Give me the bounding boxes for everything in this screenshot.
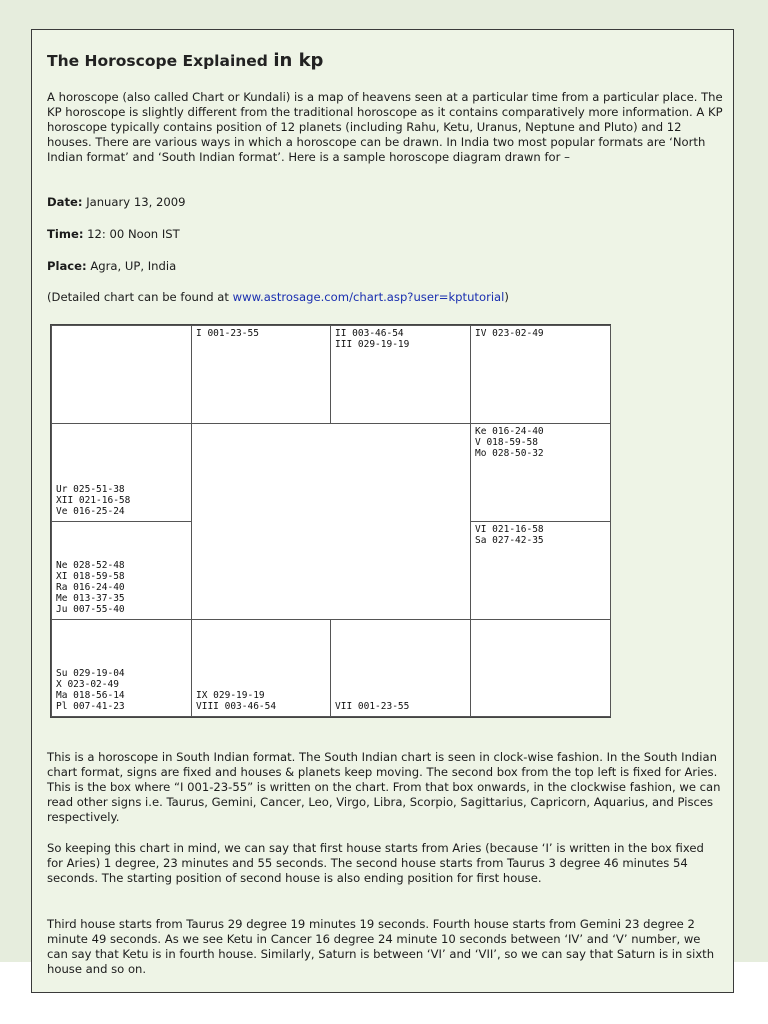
chart-entry: XI 018-59-58 <box>56 571 125 582</box>
chart-entry: Ur 025-51-38 <box>56 484 125 495</box>
date-line <box>47 195 723 210</box>
chart-entry: IX 029-19-19 <box>196 690 265 701</box>
time-value: 12: 00 Noon IST <box>87 227 180 241</box>
place-line <box>47 259 723 274</box>
chart-link[interactable]: www.astrosage.com/chart.asp?user=kptutorial <box>232 290 505 304</box>
chart-entry: Mo 028-50-32 <box>475 448 544 459</box>
chart-entry: V 018-59-58 <box>475 437 538 448</box>
chart-cell-gemini <box>470 325 611 424</box>
chart-entry: Ve 016-25-24 <box>56 506 125 517</box>
chart-entry: III 029-19-19 <box>335 339 410 350</box>
chart-entry: Ke 016-24-40 <box>475 426 544 437</box>
chart-entry: II 003-46-54 <box>335 328 404 339</box>
chart-cell-pisces <box>51 325 192 424</box>
chart-cell-virgo <box>470 619 611 717</box>
chart-entry: I 001-23-55 <box>196 328 259 339</box>
chart-cell-cancer <box>470 423 611 522</box>
place-value: Agra, UP, India <box>90 259 177 273</box>
chart-link-prefix: (Detailed chart can be found at <box>47 290 233 304</box>
chart-entry: XII 021-16-58 <box>56 495 131 506</box>
chart-entry: Su 029-19-04 <box>56 668 125 679</box>
explanation-paragraph-2: So keeping this chart in mind, we can say that first house starts from Aries (because ‘I’ is written in the box fixed for Aries) 1 degree, 23 minutes and 55 seconds. The second house starts from Taurus 3 degree 46 minutes 54 seconds. The starting position of second house is also ending position for first house. <box>47 841 704 885</box>
explanation-paragraph-3: Third house starts from Taurus 29 degree 19 minutes 19 seconds. Fourth house starts from Gemini 23 degree 2 minute 49 seconds. As we see Ketu in Cancer 16 degree 24 minute 10 seconds between ‘IV’ and ‘V’ number, we can say that Ketu is in fourth house. Similarly, Saturn is between ‘VI’ and ‘VII’, so we can say that Saturn is in sixth house and so on. <box>47 917 715 976</box>
chart-entry: VI 021-16-58 <box>475 524 544 535</box>
chart-entry: Ma 018-56-14 <box>56 690 125 701</box>
chart-center <box>191 423 471 620</box>
place-label: Place: <box>47 259 87 273</box>
chart-link-line <box>47 290 723 305</box>
chart-link-suffix: ) <box>504 290 509 304</box>
chart-cell-scorpio <box>191 619 331 717</box>
date-value: January 13, 2009 <box>86 195 186 209</box>
chart-entry: X 023-02-49 <box>56 679 119 690</box>
chart-cell-aquarius <box>51 423 192 522</box>
intro-paragraph: A horoscope (also called Chart or Kundali) is a map of heavens seen at a particular time from a particular place. The KP horoscope is slightly different from the traditional horoscope as it contains comparatively more information. A KP horoscope typically contains position of 12 planets (including Rahu, Ketu, Uranus, Neptune and Pluto) and 12 houses. There are various ways in which a horoscope can be drawn. In India two most popular formats are ‘North Indian format’ and ‘South Indian format’. Here is a sample horoscope diagram drawn for – <box>47 90 723 164</box>
horoscope-chart <box>50 324 611 718</box>
chart-cell-sagittarius <box>51 619 192 717</box>
explanation-paragraph-1: This is a horoscope in South Indian format. The South Indian chart is seen in clock-wise fashion. In the South Indian chart format, signs are fixed and houses & planets keep moving. The second box from the top left is fixed for Aries. This is the box where “I 001-23-55” is written on the chart. From that box onwards, in the clockwise fashion, we can read other signs i.e. Taurus, Gemini, Cancer, Leo, Virgo, Libra, Scorpio, Sagittarius, Capricorn, Aquarius, and Pisces respectively. <box>47 750 721 824</box>
chart-entry: Sa 027-42-35 <box>475 535 544 546</box>
chart-cell-capricorn <box>51 521 192 620</box>
date-label: Date: <box>47 195 83 209</box>
chart-cell-taurus <box>330 325 471 424</box>
chart-entry: IV 023-02-49 <box>475 328 544 339</box>
chart-entry: VII 001-23-55 <box>335 701 410 712</box>
chart-entry: Ju 007-55-40 <box>56 604 125 615</box>
time-line <box>47 227 723 242</box>
chart-entry: Pl 007-41-23 <box>56 701 125 712</box>
chart-entry: Me 013-37-35 <box>56 593 125 604</box>
chart-entry: Ne 028-52-48 <box>56 560 125 571</box>
article-panel <box>31 29 734 993</box>
chart-cell-aries <box>191 325 331 424</box>
chart-cell-libra <box>330 619 471 717</box>
title-suffix: in kp <box>273 50 324 71</box>
chart-entry: Ra 016-24-40 <box>56 582 125 593</box>
chart-cell-leo <box>470 521 611 620</box>
title-text: The Horoscope Explained <box>47 52 268 70</box>
time-label: Time: <box>47 227 84 241</box>
page-title <box>47 50 323 71</box>
chart-entry: VIII 003-46-54 <box>196 701 277 712</box>
